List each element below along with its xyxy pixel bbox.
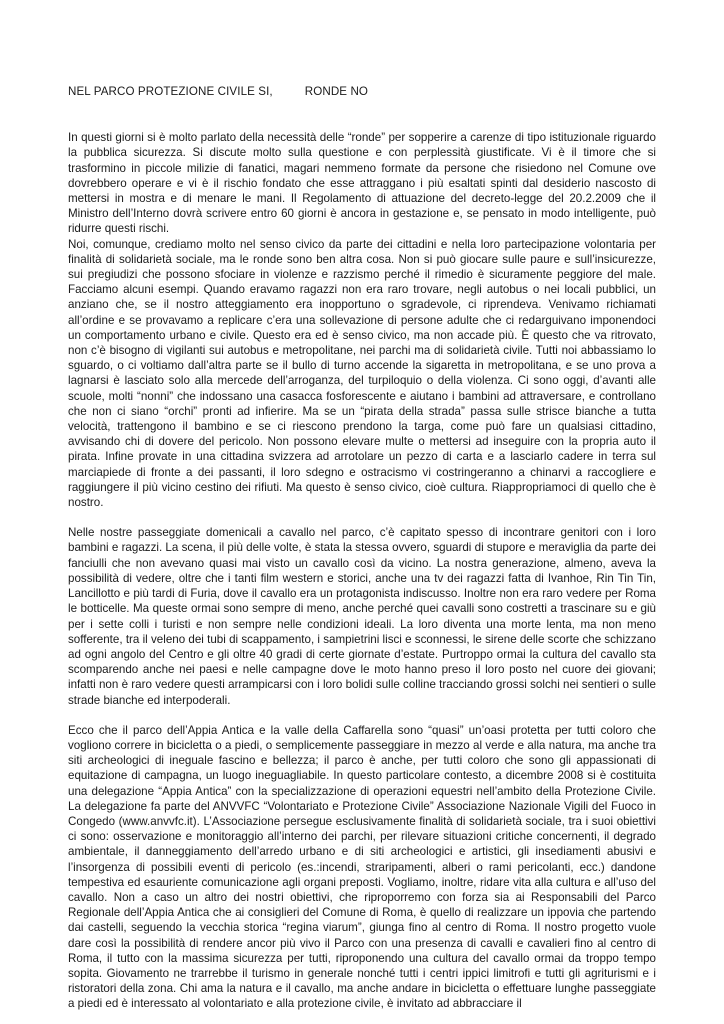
- paragraph-senso-civico: Noi, comunque, crediamo molto nel senso civico da parte dei cittadini e nella loro partecipazione volontaria per finalità di solidarietà sociale, ma le ronde sono ben altra cosa. Non si può giocare sulle paure e sull’insicurezze, sui pregiudizi che possono sfociare in violenze e razzismo perché il rimedio è sicuramente peggiore del male. Facciamo alcuni esempi. Quando eravamo ragazzi non era raro trovare, negli autobus o nei locali pubblici, un anziano che, se il nostro atteggiamento era inopportuno o sgradevole, ci riprendeva. Venivamo richiamati all’ordine e se provavamo a replicare c’era una sollevazione di persone adulte che ci redarguivano imponendoci un comportamento urbano e civile. Questo era ed è senso civico, ma non accade più. È questo che va ritrovato, non c’è bisogno di vigilanti sui autobus e metropolitane, nei parchi ma di solidarietà civile. Tutti noi abbassiamo lo sguardo, o ci voltiamo dall’altra parte se il bullo di turno accende la sigaretta in metropolitana, e se uno prova a lagnarsi è lasciato solo alla mercede dell’arroganza, del turpiloquio o della violenza. Ci sono oggi, d’avanti alle scuole, molti “nonni” che indossano una casacca fosforescente e aiutano i bambini ad attraversare, e controllano che non ci siano “orchi” pronti ad infierire. Ma se un “pirata della strada” passa sulle strisce bianche a tutta velocità, trattengono il bambino e se ci riescono prendono la targa, come può fare un qualsiasi cittadino, avvisando chi di dovere del pericolo. Non possono elevare multe o mettersi ad inseguire con la propria auto il pirata. Infine provate in una cittadina svizzera ad arrotolare un pezzo di carta e a lasciarlo cadere in terra sul marciapiede di fronte a dei passanti, il loro sdegno e ostracismo vi costringeranno a chinarvi a raccogliere e raggiungere il più vicino cestino dei rifiuti. Ma questo è senso civico, cioè cultura. Riappropriamoci di quello che è nostro.: [68, 237, 656, 510]
- title-left: NEL PARCO PROTEZIONE CIVILE SI,: [68, 85, 273, 98]
- paragraph-ronde-intro: In questi giorni si è molto parlato della necessità delle “ronde” per sopperire a carenze di tipo istituzionale riguardo la pubblica sicurezza. Si discute molto sulla questione e con perplessità giustificate. Vi è il timore che si trasformino in piccole milizie di fanatici, magari nemmeno formate da persone che risiedono nel Comune ove dovrebbero operare e vi è il rischio fondato che esse attraggano i più esaltati spinti dal desiderio nascosto di mettersi in mostra e di menare le mani. Il Regolamento di attuazione del decreto-legge del 20.2.2009 che il Ministro dell’Interno dovrà scrivere entro 60 giorni è ancora in gestazione e, se pensato in modo intelligente, può ridurre questi rischi.: [68, 131, 656, 236]
- title-right: RONDE NO: [304, 85, 369, 98]
- document-title: [68, 84, 656, 99]
- paragraph-appia-antica: Ecco che il parco dell’Appia Antica e la valle della Caffarella sono “quasi” un’oasi protetta per tutti coloro che vogliono correre in bicicletta o a piedi, o semplicemente passeggiare in mezzo al verde e alla natura, ma anche tra siti archeologici di ineguale fascino e bellezza; il parco è anche, per tutti coloro che sono gli appassionati di equitazione di campagna, un luogo ineguagliabile. In questo particolare contesto, a dicembre 2008 si è costituita una delegazione “Appia Antica” con la specializzazione di operazioni equestri nell’ambito della Protezione Civile. La delegazione fa parte del ANVVFC “Volontariato e Protezione Civile” Associazione Nazionale Vigili del Fuoco in Congedo (www.anvvfc.it). L’Associazione persegue esclusivamente finalità di solidarietà sociale, tra i suoi obiettivi ci sono: osservazione e monitoraggio all’interno dei parchi, per rilevare situazioni critiche concernenti, il degrado ambientale, il danneggiamento dell’arredo urbano e di siti archeologici e artistici, gli insediamenti abusivi e l’insorgenza di possibili eventi di pericolo (es.:incendi, straripamenti, alberi o rami pericolanti, ecc.) dandone tempestiva ed esauriente comunicazione agli organi preposti. Vogliamo, inoltre, ridare vita alla cultura e all’uso del cavallo. Non a caso un altro dei nostri obiettivi, che riproporremo con forza sia ai Responsabili del Parco Regionale dell’Appia Antica che ai consiglieri del Comune di Roma, è quello di realizzare un ippovia che partendo dai castelli, seguendo la vecchia storica “regina viarum”, giunga fino al centro di Roma. Il nostro progetto vuole dare così la possibilità di rendere ancor più vivo il Parco con una presenza di cavalli e cavalieri fino al centro di Roma, il tutto con la massima sicurezza per tutti, riproponendo una cultura del cavallo ormai da troppo tempo sopita. Giovamento ne trarrebbe il turismo in generale nonché tutti i centri ippici limitrofi e tutti gli agriturismi e i ristoratori della zona. Chi ama la natura e il cavallo, ma anche andare in bicicletta o effettuare lunghe passeggiate a piedi ed è interessato al volontariato e alla protezione civile, è invitato ad abbracciare il: [68, 723, 656, 1011]
- document-page: [68, 84, 656, 1012]
- paragraph-cavallo-cultura: Nelle nostre passeggiate domenicali a cavallo nel parco, c’è capitato spesso di incontrare genitori con i loro bambini e ragazzi. La scena, il più delle volte, è stata la stessa ovvero, sguardi di stupore e meraviglia da parte dei fanciulli che non avevano quasi mai visto un cavallo così da vicino. La nostra generazione, almeno, aveva la possibilità di vedere, oltre che i tanti film western e storici, anche una tv dei ragazzi fatta di Ivanhoe, Rin Tin Tin, Lancillotto e più tardi di Furia, dove il cavallo era un protagonista indiscusso. Inoltre non era raro vedere per Roma le botticelle. Ma queste ormai sono sempre di meno, anche perché quei cavalli sono costretti a trascinare su e giù per i sette colli i turisti e non sempre nelle condizioni ideali. La loro diventa una morte lenta, ma non meno sofferente, tra il veleno dei tubi di scappamento, i sampietrini lisci e sconnessi, le sirene delle scorte che schizzano ad ogni angolo del Centro e gli oltre 40 gradi di certe giornate d’estate. Purtroppo ormai la cultura del cavallo sta scomparendo anche nei paesi e nelle campagne dove le moto hanno preso il loro posto nel cuore dei giovani; infatti non è raro vedere questi arrampicarsi con i loro bolidi sulle colline tracciando grossi solchi nei sentieri o sulle strade bianche ed interpoderali.: [68, 526, 656, 707]
